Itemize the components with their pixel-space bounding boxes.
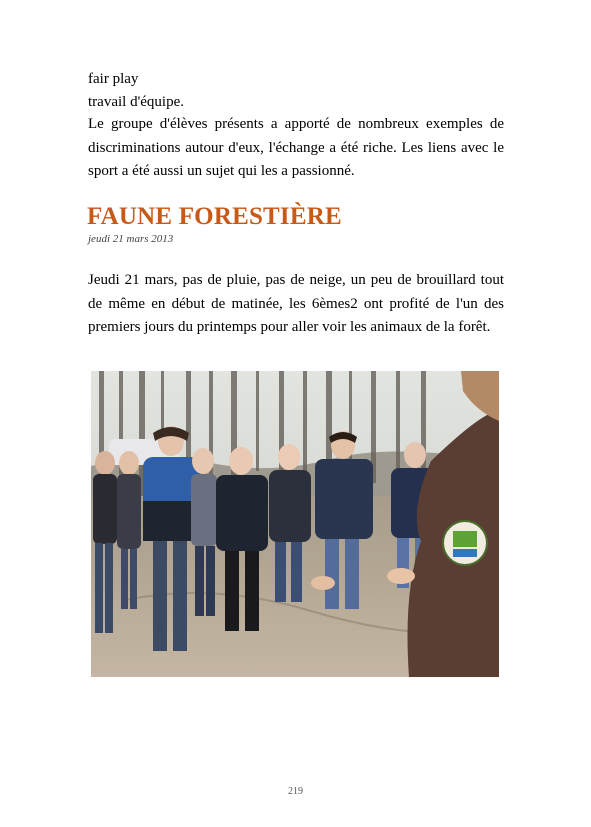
forest-class-photo [91, 371, 499, 677]
intro-line-fair-play: fair play [88, 71, 139, 87]
article-body: Jeudi 21 mars, pas de pluie, pas de neige, un peu de brouillard tout de même en début de matinée, les 6èmes2 ont profité de l'un des premiers jours du printemps pour aller voir les animaux de la forêt. [88, 272, 504, 335]
intro-line-travail: travail d'équipe. [88, 94, 184, 110]
article-date: jeudi 21 mars 2013 [88, 233, 174, 245]
article-photo [91, 371, 499, 677]
page-number: 219 [288, 786, 303, 797]
intro-paragraph: Le groupe d'élèves présents a apporté de nombreux exemples de discriminations autour d'eux, l'échange a été riche. Les liens avec le sport a été aussi un sujet qui les a passionné. [88, 116, 504, 179]
article-title: FAUNE FORESTIÈRE [87, 203, 342, 230]
